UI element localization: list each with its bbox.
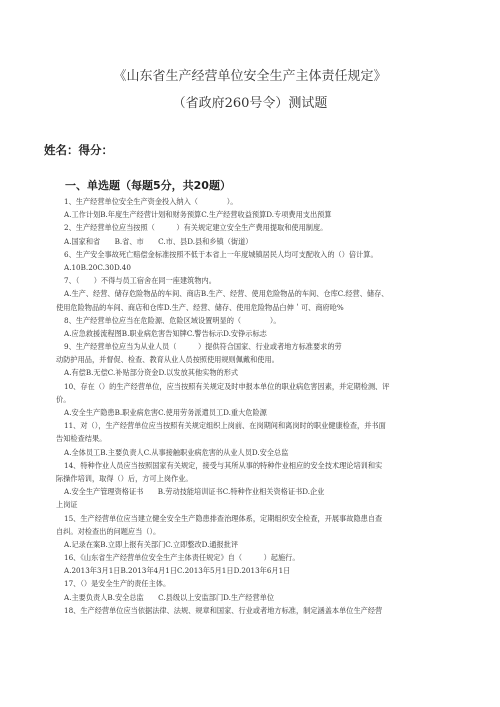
name-score-line: 姓名：得分： bbox=[44, 143, 113, 157]
question-text: 15、生产经营单位应当建立健全安全生产隐患排查治理体系，定期组织安全检查，开展事故隐患自查 bbox=[64, 513, 383, 523]
question-text: 10、存在（）的生产经营单位，应当按照有关规定及时申报本单位的职业病危害因素，并定期检测、评 bbox=[64, 381, 390, 391]
answer-options: A.生产、经营、储存危险物品的车间、商店B.生产、经营、使用危险物品的车间、仓库C.经营、储存、 bbox=[64, 289, 389, 299]
answer-options: A.安全生产管理资格证书 B.劳动技能培训证书C.特种作业相关资格证书D.企业 bbox=[64, 487, 325, 497]
text-continuation: 自纠。对检查出的问题应当（）。 bbox=[56, 526, 161, 536]
answer-options: A.10B.20C.30D.40 bbox=[64, 262, 131, 272]
text-continuation: 告知检查结果。 bbox=[56, 434, 107, 444]
document-title: 《山东省生产经营单位安全生产主体责任规定》 bbox=[113, 69, 387, 84]
text-continuation: 际操作培训，取得（）后，方可上岗作业。 bbox=[56, 473, 193, 483]
answer-options: A.有偿B.无偿C.补贴部分资金D.以发放其他实物的形式 bbox=[64, 368, 239, 378]
answer-options: A.国家和省 B.省、市 C.市、县D.县和乡镇（街道） bbox=[64, 236, 253, 246]
question-text: 14、特种作业人员应当按照国家有关规定，接受与其所从事的特种作业相应的安全技术理论培训和实 bbox=[64, 460, 383, 470]
answer-options: A.工作计划B.年度生产经营计划和财务预算C.生产经营收益预算D.专项费用支出预算 bbox=[64, 210, 332, 220]
text-continuation: 使用危险物品的车间、商店和仓库D.生产、经营、储存、使用危险物品白伸＇可、商府呛% bbox=[56, 302, 344, 312]
question-list bbox=[56, 195, 452, 617]
answer-options: A.记录在案B.立即上报有关部门C.立即整改D.通报批评 bbox=[64, 539, 239, 549]
text-continuation: 价。 bbox=[56, 394, 71, 404]
answer-options: A.2013年3月1日B.2013年4月1日C.2013年5月1日D.2013年6月1日 bbox=[64, 566, 291, 576]
answer-options: A.应急救援流程图B.职业病危害告知牌C.警告标示D.安铮示标志 bbox=[64, 328, 267, 338]
answer-options: A.安全生产隐患B.职业病危害C.使用劳务派遣员工D.重大危险源 bbox=[64, 408, 267, 417]
question-text: 18、生产经营单位应当依据法律、法规、规章和国家、行业或者地方标准，制定涵盖本单位生产经营 bbox=[64, 605, 383, 615]
text-continuation: 上岗证 bbox=[56, 500, 78, 510]
text-continuation: 动防护用品，并督促、检查、教育从业人员按照使用规则佩戴和使用。 bbox=[56, 355, 279, 365]
question-text: 11、对（），生产经营单位应当按照有关规定组织上岗前、在岗期间和离岗时的职业健康检查，并书面 bbox=[64, 421, 386, 431]
question-text: 2、生产经营单位应当按照（ ）有关规定建立安全生产费用提取和使用制度。 bbox=[64, 223, 328, 233]
question-text: 9、生产经营单位应当为从业人员（ ）提供符合国家、行业或者地方标准要求的劳 bbox=[64, 342, 342, 352]
question-text: 17、（）是安全生产的责任主体。 bbox=[64, 579, 171, 589]
answer-options: A.全体员工B.主要负责人C.从事接触职业病危害的从业人员D.安全总监 bbox=[64, 447, 289, 457]
document-subtitle: （省政府260号令）测试题 bbox=[172, 96, 328, 111]
question-text: 1、生产经营单位安全生产资金投入纳入（ ）。 bbox=[64, 197, 238, 206]
section-heading: 一、单选题（每题5分，共20题） bbox=[65, 179, 231, 192]
answer-options: A.主要负责人B.安全总监 C.县级以上安监部门D.生产经营单位 bbox=[64, 592, 275, 602]
question-text: 6、生产安全事故死亡赔偿金标准按照不低于本省上一年度城镇居民人均可支配收入的（）倍计算。 bbox=[64, 249, 378, 259]
question-text: 8、生产经营单位应当在危险源、危险区域设置明显的（ ）。 bbox=[64, 315, 281, 325]
question-text: 7、（ ）不得与员工宿舍在同一座建筑物内。 bbox=[64, 276, 216, 286]
question-text: 16、《山东省生产经营单位安全生产主体责任规定》自（ ）起施行。 bbox=[64, 553, 300, 563]
